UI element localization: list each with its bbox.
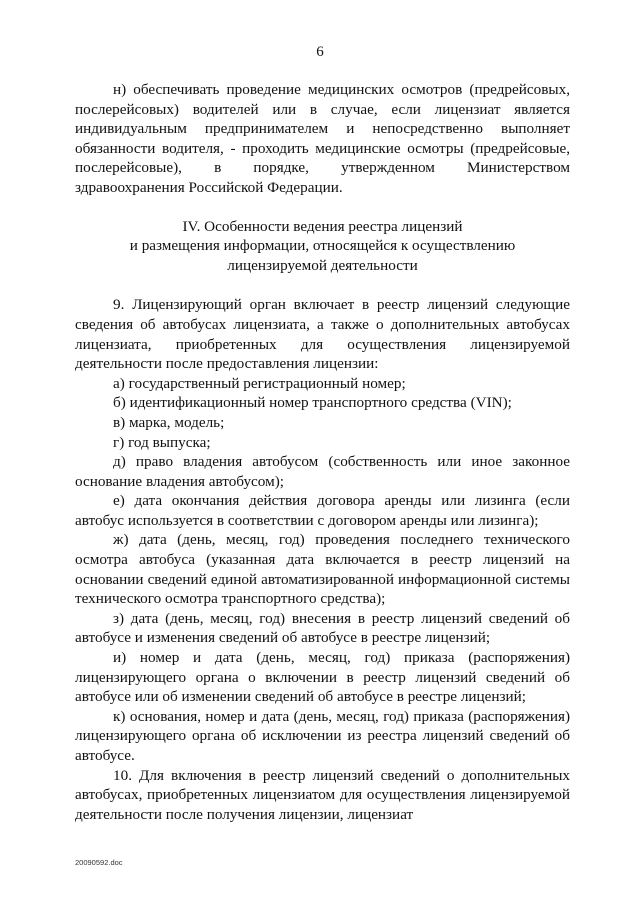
document-body bbox=[75, 80, 570, 824]
paragraph-10: 10. Для включения в реестр лицензий сведений о дополнительных автобусах, приобретенных лицензиатом для осуществления лицензируемой деятельности после получения лицензии, лицензиат bbox=[75, 766, 570, 823]
paragraph-9: 9. Лицензирующий орган включает в реестр лицензий следующие сведения об автобусах лицензиата, а также о дополнительных автобусах лицензиата, приобретенных для осуществления лицензируемой деятельности после предоставления лицензии: bbox=[75, 296, 570, 373]
paragraph-n: н) обеспечивать проведение медицинских осмотров (предрейсовых, послерейсовых) водителей или в случае, если лицензиат является индивидуальным предпринимателем и непосредственно выполняет обязанности водителя, - проходить медицинские осмотры (предрейсовые, послерейсовые), в порядке, утвержденном Министерством здравоохранения Российской Федерации. bbox=[75, 81, 570, 196]
section-heading-line-3: лицензируемой деятельности bbox=[227, 256, 418, 274]
list-item-e: е) дата окончания действия договора аренды или лизинга (если автобус используется в соответствии с договором аренды или лизинга); bbox=[75, 492, 570, 529]
section-heading-line-2: и размещения информации, относящейся к осуществлению bbox=[129, 237, 516, 255]
list-item-zh: ж) дата (день, месяц, год) проведения последнего технического осмотра автобуса (указанная дата включается в реестр лицензий на основании сведений единой автоматизированной информационной системы технического осмотра транспортного средства); bbox=[75, 531, 570, 608]
page-number: 6 bbox=[316, 44, 324, 60]
list-item-b: б) идентификационный номер транспортного средства (VIN); bbox=[113, 394, 512, 412]
list-item-d: д) право владения автобусом (собственность или иное законное основание владения автобусом); bbox=[75, 453, 570, 490]
list-item-k: к) основания, номер и дата (день, месяц, год) приказа (распоряжения) лицензирующего органа об исключении из реестра лицензий сведений об автобусе. bbox=[75, 707, 570, 764]
section-heading-line-1: IV. Особенности ведения реестра лицензий bbox=[182, 217, 463, 235]
list-item-i: и) номер и дата (день, месяц, год) приказа (распоряжения) лицензирующего органа о включении в реестр лицензий сведений об автобусе или об изменении сведений об автобусе в реестре лицензий; bbox=[75, 649, 570, 706]
footer-file-code: 20090592.doc bbox=[75, 858, 123, 867]
list-item-g: г) год выпуска; bbox=[113, 433, 211, 451]
list-item-a: а) государственный регистрационный номер; bbox=[113, 374, 406, 392]
list-item-v: в) марка, модель; bbox=[113, 413, 225, 431]
section-heading bbox=[75, 217, 570, 276]
list-item-z: з) дата (день, месяц, год) внесения в реестр лицензий сведений об автобусе и изменения сведений об автобусе в реестре лицензий; bbox=[75, 609, 570, 647]
